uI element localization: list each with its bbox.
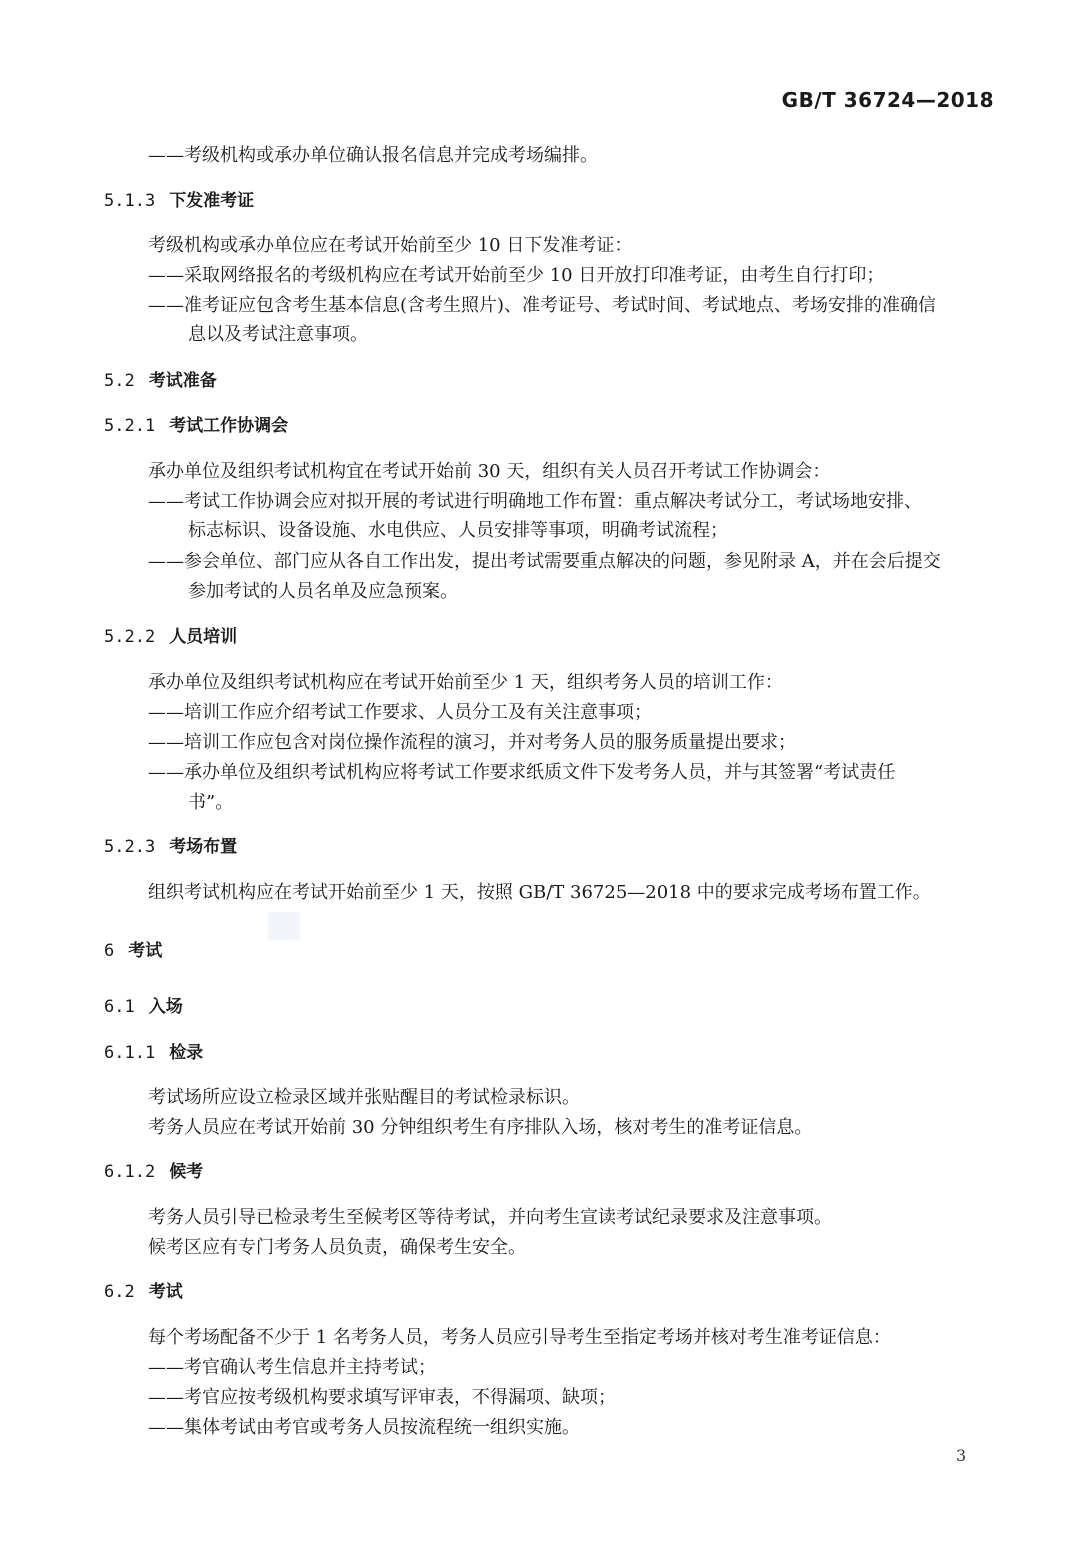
section-title: 候考 — [169, 1162, 204, 1182]
page-number: 3 — [956, 1446, 967, 1465]
body-paragraph: 每个考场配备不少于 1 名考务人员，考务人员应引导考生至指定考场并核对考生准考证信息： — [148, 1327, 891, 1348]
list-item: ——采取网络报名的考级机构应在考试开始前至少 10 日开放打印准考证，由考生自行打印； — [148, 265, 885, 286]
section-title: 考试 — [148, 1282, 183, 1302]
section-heading — [104, 368, 217, 394]
section-title: 检录 — [169, 1043, 204, 1063]
body-paragraph: 考务人员引导已检录考生至候考区等待考试，并向考生宣读考试纪录要求及注意事项。 — [148, 1207, 832, 1228]
section-heading — [104, 624, 237, 650]
section-title: 入场 — [148, 997, 183, 1017]
list-item: 标志标识、设备设施、水电供应、人员安排等事项，明确考试流程； — [188, 520, 728, 541]
section-number: 5.2 — [104, 371, 135, 391]
standard-number: GB/T 36724—2018 — [781, 88, 994, 112]
section-title: 人员培训 — [169, 627, 238, 647]
section-number: 5.1.3 — [104, 191, 156, 211]
section-heading — [104, 1279, 183, 1305]
list-item: ——考级机构或承办单位确认报名信息并完成考场编排。 — [148, 145, 598, 166]
list-item: ——考试工作协调会应对拟开展的考试进行明确地工作布置：重点解决考试分工，考试场地安排、 — [148, 491, 922, 512]
body-paragraph: 组织考试机构应在考试开始前至少 1 天，按照 GB/T 36725—2018 中的要求完成考场布置工作。 — [148, 882, 931, 903]
section-heading — [104, 1159, 203, 1185]
section-title: 考试准备 — [148, 371, 217, 391]
body-paragraph: 考试场所应设立检录区域并张贴醒目的考试检录标识。 — [148, 1087, 580, 1108]
list-item: ——参会单位、部门应从各自工作出发，提出考试需要重点解决的问题，参见附录 A，并在会后提交 — [148, 551, 941, 572]
section-number: 6.1.2 — [104, 1162, 156, 1182]
list-item: 书”。 — [188, 792, 234, 813]
list-item: ——培训工作应包含对岗位操作流程的演习，并对考务人员的服务质量提出要求； — [148, 732, 796, 753]
section-title: 考试 — [128, 941, 163, 961]
section-number: 6.1 — [104, 997, 135, 1017]
section-number: 5.2.1 — [104, 416, 156, 436]
body-paragraph: 考务人员应在考试开始前 30 分钟组织考生有序排队入场，核对考生的准考证信息。 — [148, 1117, 813, 1138]
list-item: ——准考证应包含考生基本信息(含考生照片)、准考证号、考试时间、考试地点、考场安排的准确信 — [148, 295, 937, 316]
list-item: ——考官确认考生信息并主持考试； — [148, 1357, 436, 1378]
section-number: 5.2.3 — [104, 837, 156, 857]
list-item: ——考官应按考级机构要求填写评审表，不得漏项、缺项； — [148, 1387, 616, 1408]
section-heading — [104, 834, 237, 860]
list-item: ——集体考试由考官或考务人员按流程统一组织实施。 — [148, 1417, 580, 1438]
section-number: 6.1.1 — [104, 1043, 156, 1063]
section-title: 下发准考证 — [169, 191, 255, 211]
section-heading — [104, 1040, 203, 1066]
section-heading — [104, 994, 183, 1020]
list-item: 息以及考试注意事项。 — [188, 324, 368, 345]
section-number: 6.2 — [104, 1282, 135, 1302]
body-paragraph: 考级机构或承办单位应在考试开始前至少 10 日下发准考证： — [148, 235, 633, 256]
section-title: 考场布置 — [169, 837, 238, 857]
section-heading — [104, 413, 288, 439]
section-number: 6 — [104, 941, 115, 961]
list-item: 参加考试的人员名单及应急预案。 — [188, 581, 458, 602]
watermark-logo — [268, 912, 300, 940]
section-title: 考试工作协调会 — [169, 416, 289, 436]
list-item: ——培训工作应介绍考试工作要求、人员分工及有关注意事项； — [148, 702, 652, 723]
section-heading — [104, 938, 162, 964]
body-paragraph: 候考区应有专门考务人员负责，确保考生安全。 — [148, 1237, 526, 1258]
list-item: ——承办单位及组织考试机构应将考试工作要求纸质文件下发考务人员，并与其签署“考试责任 — [148, 762, 896, 783]
body-paragraph: 承办单位及组织考试机构宜在考试开始前 30 天，组织有关人员召开考试工作协调会： — [148, 461, 831, 482]
section-heading — [104, 188, 254, 214]
body-paragraph: 承办单位及组织考试机构应在考试开始前至少 1 天，组织考务人员的培训工作： — [148, 672, 783, 693]
section-number: 5.2.2 — [104, 627, 156, 647]
